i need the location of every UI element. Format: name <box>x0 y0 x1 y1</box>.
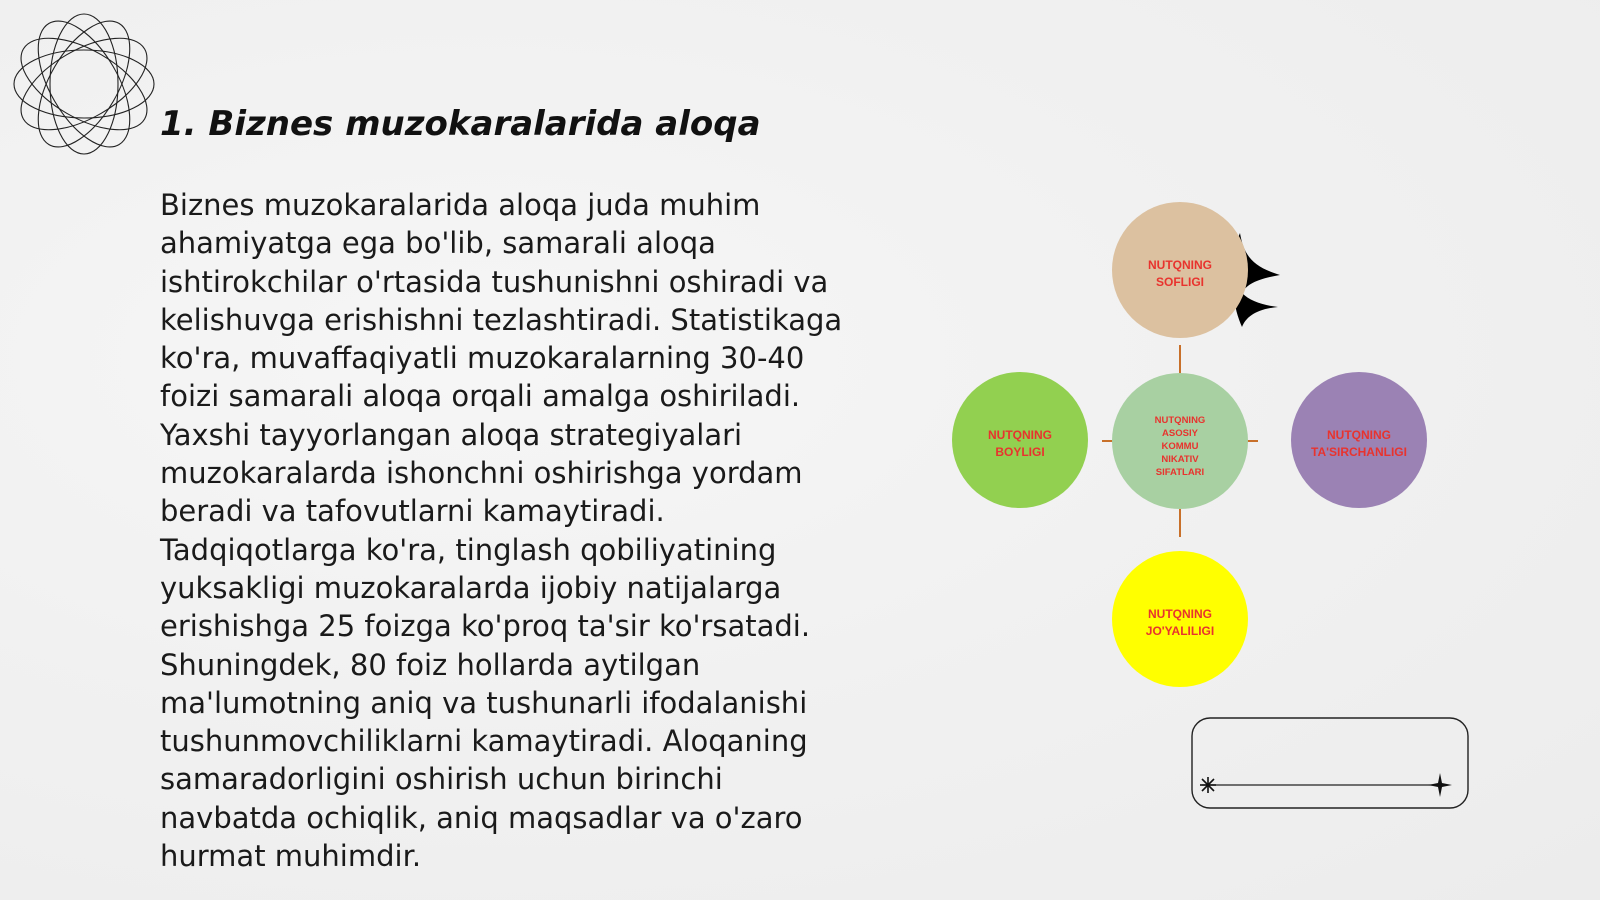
bottom-line-1: NUTQNING <box>1148 607 1212 621</box>
circle-left <box>952 372 1088 508</box>
circle-right <box>1291 372 1427 508</box>
body-paragraph: Biznes muzokaralarida aloqa juda muhim ahamiyatga ega bo'lib, samarali aloqa ishtirokchilar o'rtasida tushunishni oshiradi va kelishuvga erishishni tezlashtiradi. Statistikaga ko'ra, muvaffaqiyatli muzokaralarning 30-40 foizi samarali aloqa orqali amalga oshiriladi. Yaxshi tayyorlangan aloqa strategiyalari muzokaralarda ishonchni oshirishga yordam beradi va tafovutlarni kamaytiradi. Tadqiqotlarga ko'ra, tinglash qobiliyatining yuksakligi muzokaralarda ijobiy natijalarga erishishga 25 foizga ko'proq ta'sir ko'rsatadi. Shuningdek, 80 foiz hollarda aytilgan ma'lumotning aniq va tushunarli ifodalanishi tushunmovchiliklarni kamaytiradi. Aloqaning samaradorligini oshirish uchun birinchi navbatda ochiqlik, aniq maqsadlar va o'zaro hurmat muhimdir. <box>160 188 843 874</box>
left-line-2: BOYLIGI <box>995 445 1045 459</box>
center-line-4: NIKATIV <box>1161 454 1199 465</box>
spirograph-ornament-icon <box>10 10 158 158</box>
page-title: 1. Biznes muzokaralarida aloqa <box>160 104 761 144</box>
top-line-1: NUTQNING <box>1148 258 1212 272</box>
top-line-2: SOFLIGI <box>1156 275 1204 289</box>
speech-qualities-diagram <box>940 195 1500 815</box>
center-line-2: ASOSIY <box>1162 428 1198 439</box>
bottom-line-2: JO'YALILIGI <box>1145 624 1215 638</box>
circle-bottom <box>1112 551 1248 687</box>
circle-center <box>1112 373 1248 509</box>
svg-text:NUTQNINGASOSIYKOMMUNIKATIVSIFA <box>1155 415 1206 478</box>
decorative-slider-box <box>1192 718 1468 808</box>
right-line-1: NUTQNING <box>1327 428 1391 442</box>
left-line-1: NUTQNING <box>988 428 1052 442</box>
circle-top <box>1112 202 1248 338</box>
sparkle-icon <box>1200 777 1216 793</box>
center-line-1: NUTQNING <box>1154 415 1206 426</box>
four-point-star-icon <box>1428 773 1452 797</box>
center-line-5: SIFATLARI <box>1155 467 1205 478</box>
right-line-2: TA'SIRCHANLIGI <box>1311 445 1407 459</box>
center-line-3: KOMMU <box>1161 441 1199 452</box>
